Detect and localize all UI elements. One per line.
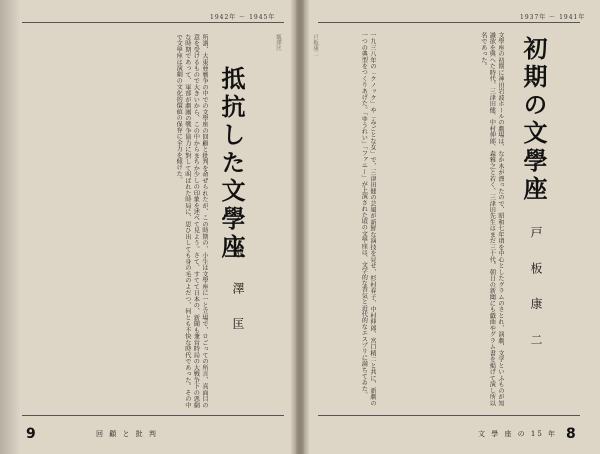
- left-foot-rule: [22, 415, 284, 416]
- right-running-head: 1937年 〜 1941年: [520, 14, 586, 21]
- right-head-rule: [318, 22, 580, 23]
- right-body-text-column-a: 文學座の初期に神田岩波ホールの劇場は、なか木が漂ったので、昭和七年頃を中心としたグラムのさとれ、演劇、文学といふものが知識欲を與へた時代、三津田健、中村伸郎、森雅之と若く、三津田先生はまだ三十代、朝日の新聞にも戯曲やグラム書を掲げて演し所以名であった。: [479, 32, 504, 406]
- right-foot-rule: [318, 415, 580, 416]
- left-edge-shadow: [0, 0, 20, 454]
- left-head-rule: [22, 22, 284, 23]
- left-article-author: 飯 澤 匡: [231, 246, 245, 340]
- left-article-title: 抵抗した文學座: [217, 66, 246, 262]
- left-footer-label: 回 顧 と 批 判: [96, 430, 158, 438]
- right-body-text-column-b: 一九三八年の「クノック」や「みごとな女」で、三津田健の芸風が新鮮な演技を見せ、杉村春子、中村伸郎、宮口精二と共に、新劇の一つの典型をつくりあげた。「ゆうれい」「ファニー」が上演された頃の文學座は、文学的な香気と近代的なエスプリに満ちてゐた。: [360, 32, 376, 406]
- left-page-number: 9: [26, 426, 36, 442]
- right-page-number: 8: [566, 426, 576, 442]
- right-article-author: 戸 板 康 二: [529, 226, 543, 356]
- left-body-text: 所謂、大東亜戦争の中での文學座の回顧と批判を命ぜられたが、この時期の、小生は文學座に一と立場で、ロごっての所言、真面目の意を受けるもので大きいから、この中からまちか少しの印象を述べて見よう。さて、すてて日本の、新聞も兼営時局の大戦争下の悪劇な時期であって、軍部が劇團の戦争協力に對して叫ばれた時局に、思ひ出しても身の毛のよだつ、何とも不快な時代であった。その中で文學座は演劇の文化的價値の保存に全力を傾けた。: [175, 34, 208, 408]
- right-article-title: 初期の文學座: [519, 36, 548, 204]
- book-gutter: [290, 0, 310, 454]
- right-footer-label: 文 學 座 の 15 年: [478, 430, 558, 438]
- left-margin-note: 飯澤匡: [275, 34, 281, 51]
- left-running-head: 1942年 〜 1945年: [210, 14, 276, 21]
- right-margin-note: 戸板康二: [312, 34, 318, 56]
